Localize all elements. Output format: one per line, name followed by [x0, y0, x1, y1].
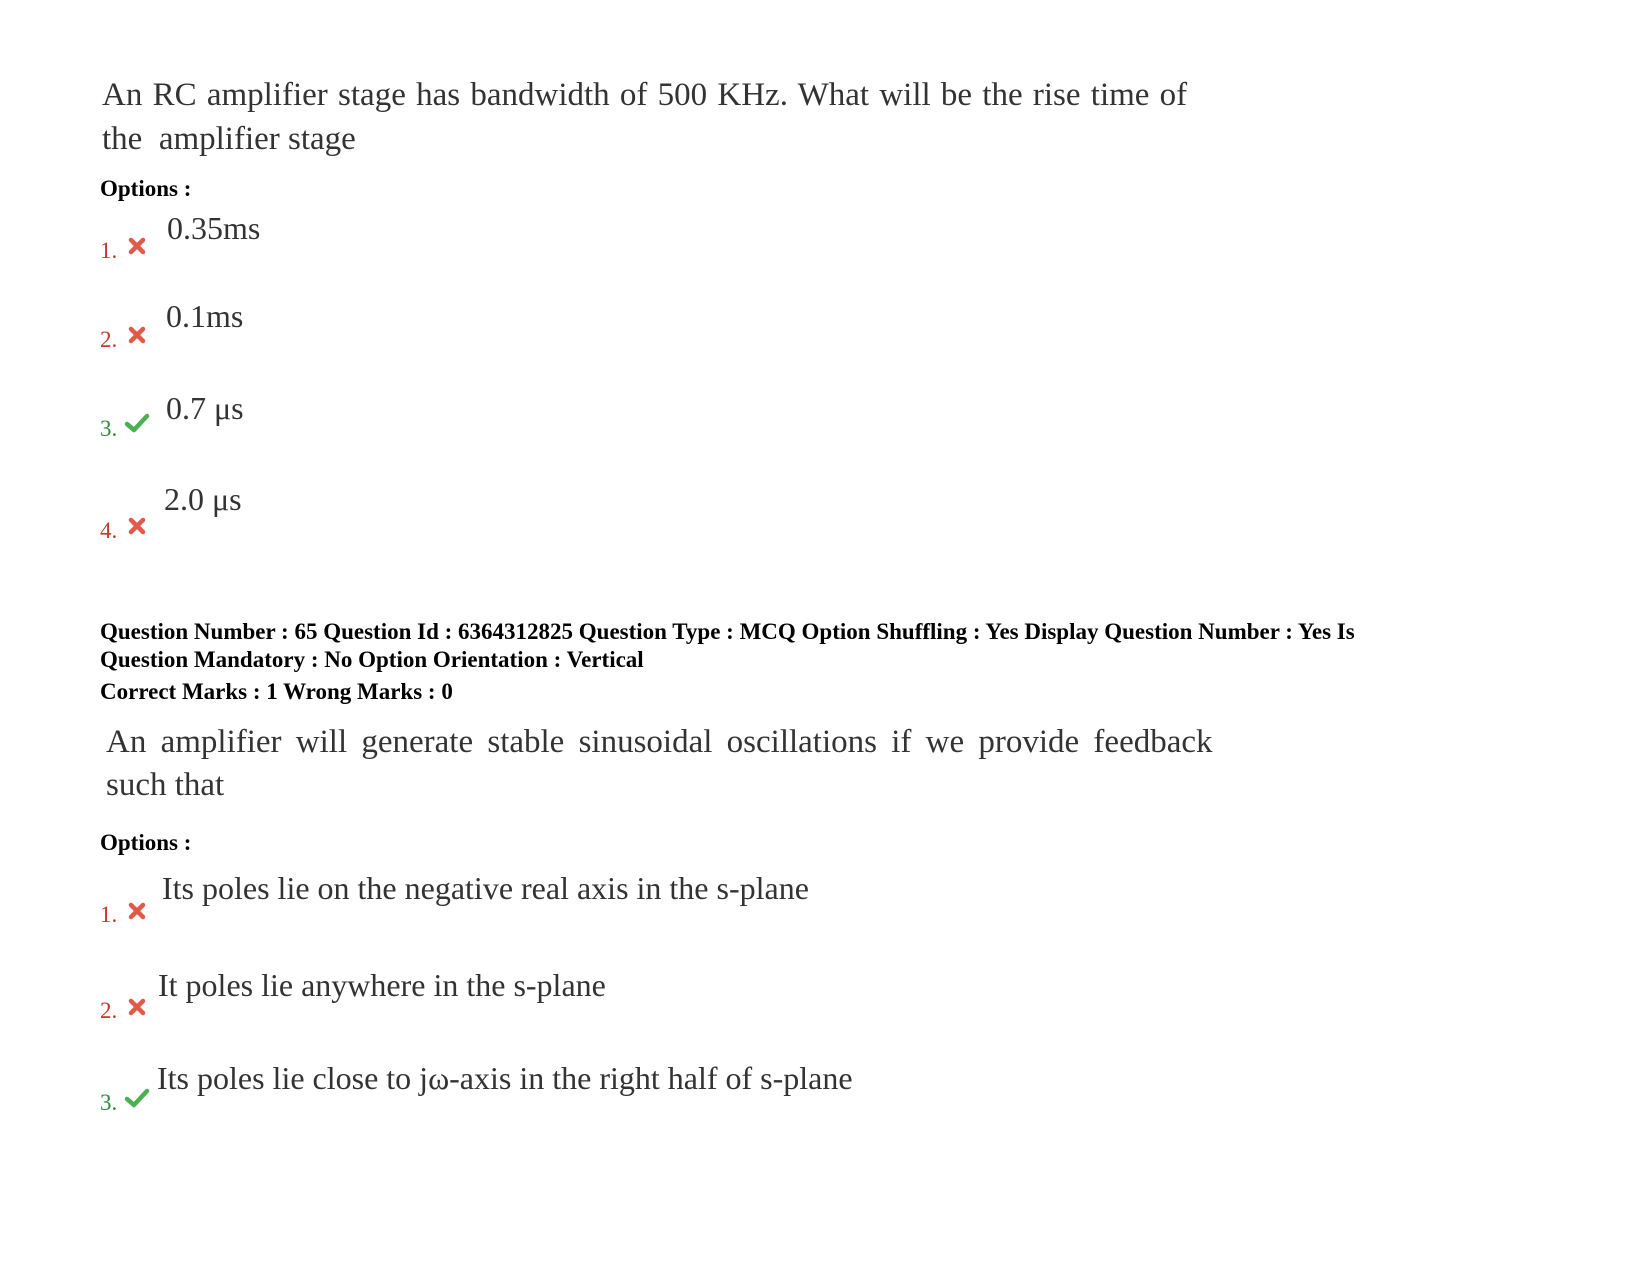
cross-icon — [126, 996, 148, 1018]
cross-icon — [126, 324, 148, 346]
option-text: 0.1ms — [166, 298, 244, 334]
question-meta-line-2: Question Mandatory : No Option Orientation : Vertical — [100, 647, 644, 672]
question-text-line-1: An amplifier will generate stable sinusoidal oscillations if we provide feedback — [106, 724, 1213, 760]
cross-icon — [126, 900, 148, 922]
cross-icon — [126, 515, 148, 537]
option-text: Its poles lie on the negative real axis in the s-plane — [162, 870, 809, 906]
option-number: 2. — [100, 998, 118, 1023]
option-text: It poles lie anywhere in the s-plane — [158, 967, 606, 1003]
options-label: Options : — [100, 830, 192, 855]
question-text-line-2: such that — [106, 767, 225, 803]
option-text: 0.35ms — [167, 210, 261, 246]
question-marks: Correct Marks : 1 Wrong Marks : 0 — [100, 679, 453, 704]
option-number: 1. — [100, 902, 118, 927]
options-label: Options : — [100, 176, 192, 201]
question-text-line-1: An RC amplifier stage has bandwidth of 500 KHz. What will be the rise time of — [102, 77, 1188, 113]
check-icon — [124, 1087, 150, 1109]
cross-icon — [126, 235, 148, 257]
option-number: 2. — [100, 327, 118, 352]
check-icon — [124, 412, 150, 434]
option-text: Its poles lie close to jω-axis in the right half of s-plane — [157, 1060, 853, 1096]
option-text: 0.7 μs — [166, 390, 244, 426]
option-number: 1. — [100, 238, 118, 263]
option-text: 2.0 μs — [164, 481, 242, 517]
option-number: 4. — [100, 518, 118, 543]
question-text-line-2: the amplifier stage — [102, 121, 356, 157]
option-number: 3. — [100, 1090, 118, 1115]
question-meta-line-1: Question Number : 65 Question Id : 6364312825 Question Type : MCQ Option Shuffling : Yes Display Question Number : Yes Is — [100, 619, 1355, 644]
option-number: 3. — [100, 416, 118, 441]
